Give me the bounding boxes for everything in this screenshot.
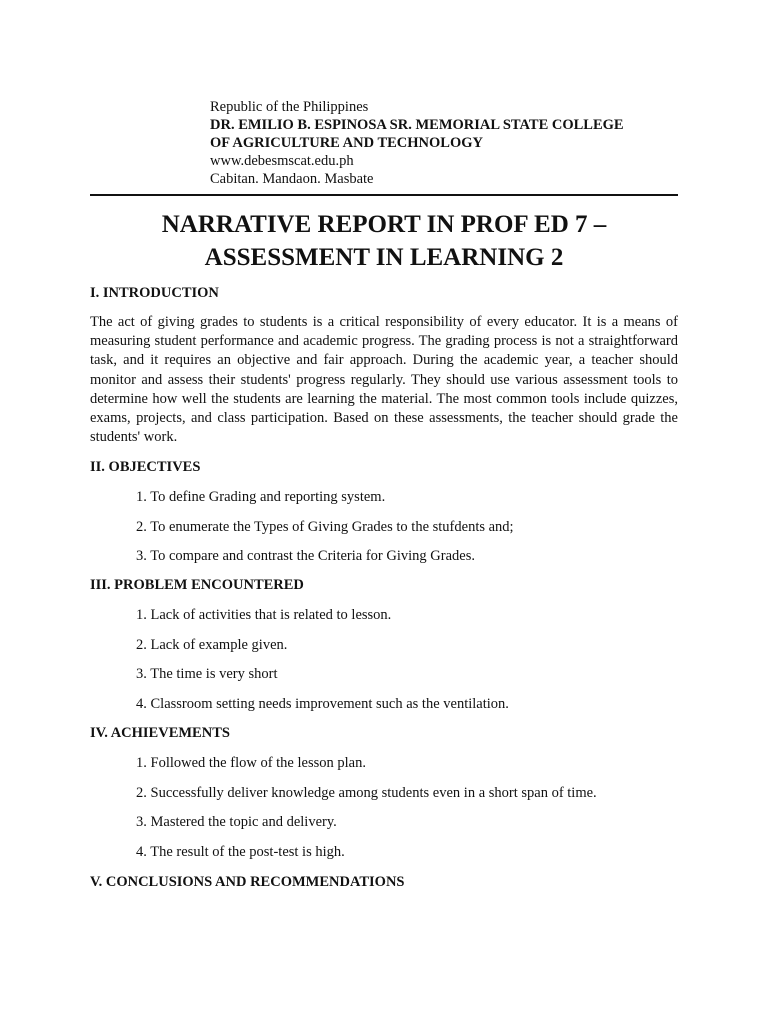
objective-item-2: 2. To enumerate the Types of Giving Grades to the stufdents and; [136, 519, 514, 535]
letterhead-country: Republic of the Philippines [210, 99, 369, 115]
section-heading-introduction: I. INTRODUCTION [90, 285, 219, 301]
problem-item-3: 3. The time is very short [136, 666, 278, 682]
section-heading-objectives: II. OBJECTIVES [90, 459, 201, 475]
section-heading-conclusions: V. CONCLUSIONS AND RECOMMENDATIONS [90, 874, 405, 890]
section-heading-achievements: IV. ACHIEVEMENTS [90, 725, 230, 741]
letterhead-college-name-cont: OF AGRICULTURE AND TECHNOLOGY [210, 135, 484, 151]
title-line-1: NARRATIVE REPORT IN PROF ED 7 – [161, 211, 607, 238]
section-heading-problems: III. PROBLEM ENCOUNTERED [90, 577, 304, 593]
letterhead-address: Cabitan. Mandaon. Masbate [210, 171, 374, 187]
title-line-2: ASSESSMENT IN LEARNING 2 [204, 244, 564, 271]
objective-item-3: 3. To compare and contrast the Criteria for Giving Grades. [136, 548, 475, 564]
achievement-item-2: 2. Successfully deliver knowledge among students even in a short span of time. [136, 785, 597, 801]
letterhead-college-name: DR. EMILIO B. ESPINOSA SR. MEMORIAL STATE COLLEGE [210, 117, 624, 133]
letterhead [210, 98, 730, 188]
achievement-item-1: 1. Followed the flow of the lesson plan. [136, 755, 366, 771]
letterhead-website: www.debesmscat.edu.ph [210, 153, 354, 169]
problem-item-1: 1. Lack of activities that is related to lesson. [136, 607, 392, 623]
header-divider [90, 194, 678, 196]
achievement-item-3: 3. Mastered the topic and delivery. [136, 814, 337, 830]
problem-item-2: 2. Lack of example given. [136, 637, 288, 653]
introduction-paragraph: The act of giving grades to students is a critical responsibility of every educator. It is a means of measuring student performance and academic progress. The grading process is not a straightforward task, and it requires an objective and fair approach. During the academic year, a teacher should monitor and assess their students' progress regularly. They should use various assessment tools to determine how well the students are learning the material. The most common tools include quizzes, exams, projects, and class participation. Based on these assessments, the teacher should grade the students' work. [90, 314, 678, 446]
document-title [90, 208, 678, 274]
problem-item-4: 4. Classroom setting needs improvement such as the ventilation. [136, 696, 509, 712]
achievement-item-4: 4. The result of the post-test is high. [136, 844, 345, 860]
objective-item-1: 1. To define Grading and reporting system. [136, 489, 386, 505]
